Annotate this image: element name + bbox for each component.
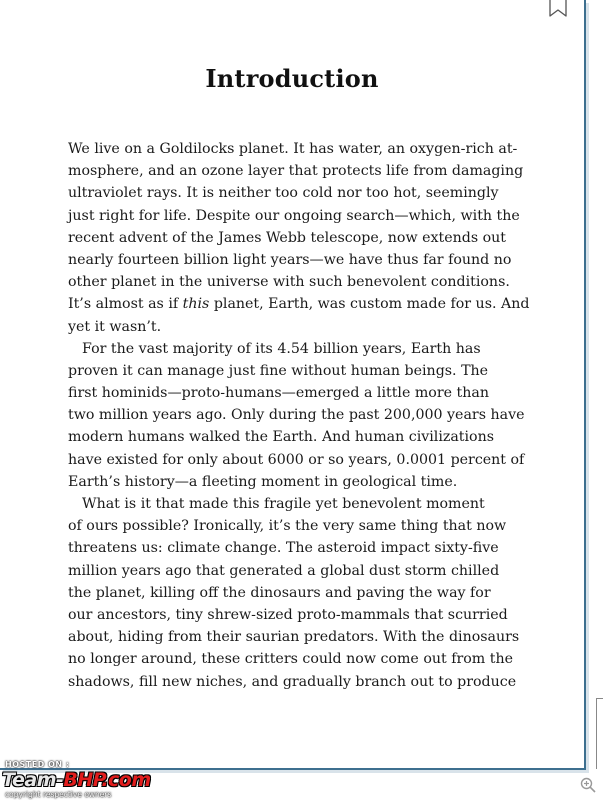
watermark-logo-com: .com	[101, 769, 151, 791]
text-line: million years ago that generated a global dust storm chilled	[68, 562, 500, 579]
watermark-logo	[2, 769, 151, 791]
text-line: no longer around, these critters could now come out from the	[68, 651, 513, 668]
text-run: It’s almost as if	[68, 296, 183, 313]
text-run: planet, Earth, was custom made for us. And	[209, 296, 530, 313]
text-line: of ours possible? Ironically, it’s the very same thing that now	[68, 518, 507, 535]
watermark	[2, 760, 202, 800]
text-line: two million years ago. Only during the past 200,000 years have	[68, 407, 525, 424]
text-line: For the vast majority of its 4.54 billion years, Earth has	[82, 340, 481, 357]
adjacent-page-edge	[596, 698, 603, 769]
text-line: just right for life. Despite our ongoing search—which, with the	[68, 207, 520, 224]
text-line: What is it that made this fragile yet benevolent moment	[82, 496, 485, 512]
text-line: about, hiding from their saurian predators. With the dinosaurs	[68, 629, 520, 646]
text-line	[68, 293, 530, 315]
bookmark-icon[interactable]	[548, 0, 568, 18]
watermark-hosted-on: HOSTED ON :	[5, 760, 70, 769]
text-line: yet it wasn’t.	[68, 318, 162, 335]
text-line: ultraviolet rays. It is neither too cold nor too hot, seemingly	[68, 185, 499, 202]
text-line: Earth’s history—a fleeting moment in geological time.	[68, 473, 458, 490]
text-line: the planet, killing off the dinosaurs and paving the way for	[68, 584, 491, 601]
text-line: have existed for only about 6000 or so years, 0.0001 percent of	[68, 451, 525, 468]
page-title: Introduction	[205, 64, 379, 93]
text-line: modern humans walked the Earth. And human civilizations	[68, 429, 494, 446]
text-line: first hominids—proto-humans—emerged a little more than	[68, 385, 489, 402]
text-line: We live on a Goldilocks planet. It has water, an oxygen-rich at-	[68, 141, 518, 157]
watermark-logo-team: Team-	[2, 769, 64, 791]
text-line: other planet in the universe with such benevolent conditions.	[68, 274, 510, 291]
body-text	[68, 138, 530, 693]
emphasis-text: this	[182, 296, 210, 313]
text-line: proven it can manage just fine without human beings. The	[68, 362, 489, 379]
text-line: recent advent of the James Webb telescope, now extends out	[68, 229, 507, 246]
text-line: shadows, fill new niches, and gradually branch out to produce	[68, 673, 517, 690]
text-line: mosphere, and an ozone layer that protects life from damaging	[68, 163, 524, 180]
text-line: threatens us: climate change. The asteroid impact sixty-five	[68, 540, 499, 557]
text-line: our ancestors, tiny shrew-sized proto-mammals that scurried	[68, 606, 508, 623]
watermark-copyright: copyright respective owners	[5, 790, 112, 799]
text-line: nearly fourteen billion light years—we have thus far found no	[68, 251, 512, 268]
zoom-in-icon[interactable]	[580, 777, 596, 793]
watermark-logo-bhp: BHP	[63, 769, 102, 791]
